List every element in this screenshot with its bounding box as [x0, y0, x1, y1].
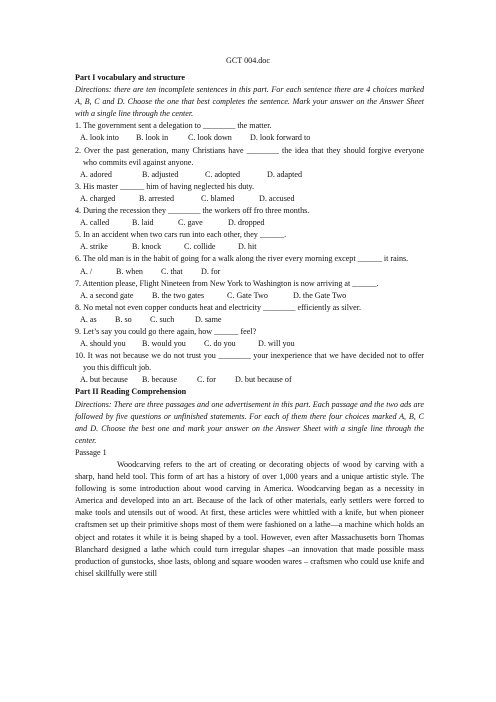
question-8: [75, 302, 424, 326]
question-text: 2. Over the past generation, many Christians have ________ the idea that they should forgive everyone who commits evil against anyone.: [75, 145, 424, 167]
option-a: A. but because: [80, 375, 128, 385]
part2-heading: Part II Reading Comprehension: [75, 387, 187, 397]
option-c: C. collide: [184, 242, 216, 252]
question-text: 1. The government sent a delegation to ________ the matter.: [75, 121, 272, 131]
option-b: B. adjusted: [142, 169, 179, 179]
question-options: [75, 374, 424, 386]
document-title: GCT 004.doc: [226, 56, 270, 65]
option-a: A. adored: [80, 169, 112, 179]
option-a: A. a second gate: [80, 290, 134, 300]
option-d: D. but because of: [235, 375, 292, 385]
option-b: B. would you: [142, 339, 186, 349]
option-b: B. laid: [132, 218, 154, 228]
option-d: D. for: [201, 266, 221, 276]
question-options: [75, 132, 424, 144]
part1-directions: Directions: there are ten incomplete sentences in this part. For each sentence there are 4 choices marked A, B, C and D. Choose the one that best completes the sentence. Mark your answer on the Answer Sheet with a single line through the center.: [75, 85, 424, 119]
question-4: [75, 205, 424, 229]
question-10: [75, 350, 424, 386]
option-a: A. as: [80, 314, 97, 324]
question-text: 7. Attention please, Flight Nineteen from New York to Washington is now arriving at ______.: [75, 278, 379, 288]
question-text: 4. During the recession they ________ the workers off fro three months.: [75, 206, 310, 216]
option-a: A. /: [80, 266, 93, 276]
passage-1-label: Passage 1: [75, 447, 107, 457]
question-text: 6. The old man is in the habit of going for a walk along the river every morning except ______ it rains.: [75, 254, 409, 264]
option-b: B. arrested: [139, 193, 175, 203]
option-d: D. adapted: [267, 169, 303, 179]
question-7: [75, 278, 424, 302]
question-options: [75, 169, 424, 181]
option-a: A. called: [80, 218, 110, 228]
question-options: [75, 290, 424, 302]
option-d: D. dropped: [228, 218, 265, 228]
part1-heading: Part I vocabulary and structure: [75, 73, 186, 82]
question-options: [75, 193, 424, 205]
question-6: [75, 253, 424, 277]
option-c: C. that: [161, 266, 183, 276]
option-d: D. same: [195, 314, 222, 324]
option-b: B. look in: [136, 133, 169, 143]
option-c: C. for: [197, 375, 216, 385]
question-text: 5. In an accident when two cars run into each other, they ______.: [75, 230, 287, 240]
part2-directions: Directions: There are three passages and one advertisement in this part. Each passage and the two ads are followed by five questions or unfinished statements. For each of them there four choices marked A, B, C and D. Choose the best one and mark your answer on the Answer Sheet with a single line through the center.: [75, 399, 424, 445]
passage-1-text: Woodcarving refers to the art of creating or decorating objects of wood by carving with a sharp, hand held tool. This form of art has a history of over 1,000 years and a unique artistic style. The following is some introduction about wood carving in America. Woodcarving began as a necessity in America and developed into an art. Because of the lack of other materials, early settlers were forced to make tools and utensils out of wood. At first, these articles were whittled with a knife, but when pioneer craftsmen set up their primitive shops most of them were fashioned on a lathe—a machine which holds an object and rotates it while it is being shaped by a tool. However, even after Massachusetts born Thomas Blanchard designed a lathe which could turn irregular shapes –an innovation that made possible mass production of gunstocks, shoe lasts, oblong and square wooden wares – craftsmen who could use knife and chisel skillfully were still: [75, 460, 424, 578]
option-d: D. look forward to: [250, 133, 311, 143]
option-a: A. strike: [80, 242, 108, 252]
option-a: A. charged: [80, 193, 116, 203]
question-options: [75, 241, 424, 253]
option-c: C. Gate Two: [227, 290, 268, 300]
option-c: C. gave: [178, 218, 203, 228]
question-options: [75, 338, 424, 350]
option-a: A. look into: [80, 133, 119, 143]
option-b: B. knock: [132, 242, 162, 252]
option-d: D. accused: [259, 193, 295, 203]
option-a: A. should you: [80, 339, 126, 349]
question-text: 3. His master ______ him of having neglected his duty.: [75, 181, 255, 191]
option-c: C. do you: [204, 339, 236, 349]
question-options: [75, 217, 424, 229]
question-text: 10. It was not because we do not trust you ________ your inexperience that we have decided not to offer you this difficult job.: [75, 351, 424, 373]
option-b: B. when: [116, 266, 143, 276]
option-c: C. blamed: [201, 193, 235, 203]
question-text: 8. No metal not even copper conducts heat and electricity ________ efficiently as silver.: [75, 302, 361, 312]
document-body: [75, 72, 424, 580]
option-b: B. the two gates: [152, 290, 205, 300]
option-b: B. so: [115, 314, 132, 324]
option-c: C. adopted: [205, 169, 241, 179]
option-d: D. hit: [238, 242, 257, 252]
option-d: D. the Gate Two: [293, 290, 347, 300]
option-c: C. look down: [188, 133, 232, 143]
question-options: [75, 266, 424, 278]
option-b: B. because: [142, 375, 178, 385]
question-2: [75, 145, 424, 181]
question-3: [75, 181, 424, 205]
question-options: [75, 314, 424, 326]
option-d: D. will you: [258, 339, 295, 349]
question-9: [75, 326, 424, 350]
question-text: 9. Let’s say you could go there again, how ______ feel?: [75, 326, 257, 336]
question-1: [75, 120, 424, 144]
option-c: C. such: [150, 314, 175, 324]
question-5: [75, 229, 424, 253]
